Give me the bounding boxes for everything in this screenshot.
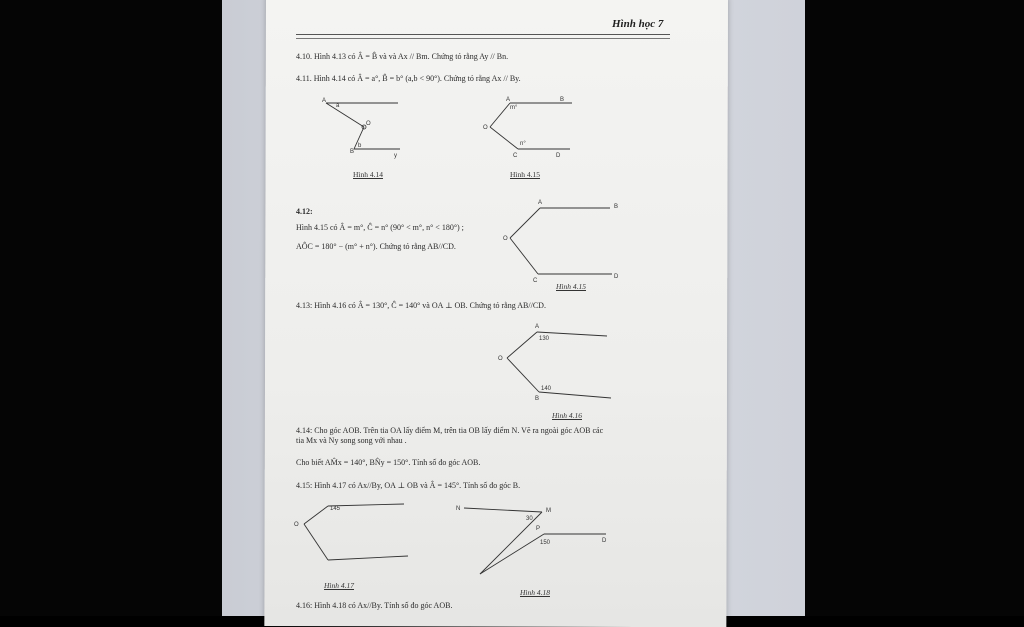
fig416-label-B: B xyxy=(535,396,540,402)
fig418-label-D: D xyxy=(602,538,607,544)
problem-4-16: 4.16: Hình 4.18 có Ax//By. Tính số đo góc AOB. xyxy=(296,601,453,610)
fig415s-label-n: n° xyxy=(520,141,526,147)
caption-fig-4-14: Hình 4.14 xyxy=(353,170,383,179)
fig414-label-y: y xyxy=(394,153,397,159)
fig414-label-a: a xyxy=(336,103,340,109)
problem-4-12-title: 4.12: xyxy=(296,207,313,216)
caption-fig-4-17: Hình 4.17 xyxy=(324,581,354,590)
fig418-label-P: P xyxy=(536,526,541,532)
fig416-label-140: 140 xyxy=(541,386,552,392)
caption-fig-4-18: Hình 4.18 xyxy=(520,588,550,597)
figure-4-15-small xyxy=(480,95,580,165)
fig415s-label-C: C xyxy=(513,153,518,159)
right-bezel xyxy=(805,0,1024,616)
left-bezel xyxy=(0,0,222,616)
figure-4-18 xyxy=(452,500,612,580)
problem-4-14-line2: tia Mx và Ny song song với nhau . xyxy=(296,436,407,445)
problem-4-14-line3: Cho biết AM̂x = 140°, BN̂y = 150°. Tính số đo góc AOB. xyxy=(296,458,481,467)
fig416-label-130: 130 xyxy=(539,336,550,342)
fig414-label-b: b xyxy=(358,143,362,149)
caption-fig-4-15-b: Hình 4.15 xyxy=(556,282,586,291)
figure-4-14 xyxy=(320,95,410,165)
fig418-label-30: 30 xyxy=(526,516,533,522)
fig415s-label-O: O xyxy=(483,125,488,131)
figure-4-16 xyxy=(495,318,620,408)
caption-fig-4-15-a: Hình 4.15 xyxy=(510,170,540,179)
fig415s-label-A: A xyxy=(506,97,511,103)
problem-4-13: 4.13: Hình 4.16 có Â = 130°, Ĉ = 140° và OA ⊥ OB. Chứng tỏ rằng AB//CD. xyxy=(296,301,546,310)
fig415l-label-D: D xyxy=(614,274,619,280)
fig416-label-A: A xyxy=(535,324,540,330)
problem-4-12-line1: Hình 4.15 có Â = m°, Ĉ = n° (90° < m°, n° < 180°) ; xyxy=(296,223,464,232)
fig415s-label-m: m° xyxy=(510,105,518,111)
problem-4-14-line1: 4.14: Cho góc AOB. Trên tia OA lấy điểm M, trên tia OB lấy điểm N. Vẽ ra ngoài góc AOB các xyxy=(296,426,604,435)
fig414-label-A: A xyxy=(322,98,327,104)
page-header-title: Hình học 7 xyxy=(612,18,664,30)
fig415l-label-B: B xyxy=(614,204,619,210)
problem-4-11: 4.11. Hình 4.14 có Â = a°, B̂ = b° (a,b < 90°). Chứng tỏ rằng Ax // By. xyxy=(296,74,521,83)
fig414-label-B: B xyxy=(350,149,355,155)
fig418-label-150: 150 xyxy=(540,540,551,546)
fig415l-label-O: O xyxy=(503,236,508,242)
figure-4-17 xyxy=(292,498,422,573)
problem-4-12-line2: AÔC = 180° − (m° + n°). Chứng tỏ rằng AB//CD. xyxy=(296,242,456,251)
fig418-label-M: M xyxy=(546,508,551,514)
caption-fig-4-16: Hình 4.16 xyxy=(552,411,582,420)
problem-4-10: 4.10. Hình 4.13 có Â = B̂ và và Ax // Bm. Chứng tỏ rằng Ay // Bn. xyxy=(296,52,509,61)
fig415l-label-C: C xyxy=(533,278,538,284)
fig418-label-N: N xyxy=(456,506,461,512)
header-divider xyxy=(296,34,670,39)
fig414-label-O: O xyxy=(366,121,371,127)
fig415s-label-D: D xyxy=(556,153,561,159)
fig416-label-O: O xyxy=(498,356,503,362)
fig417-label-145: 145 xyxy=(330,506,341,512)
fig415s-label-B: B xyxy=(560,97,565,103)
fig415l-label-A: A xyxy=(538,200,543,206)
problem-4-15: 4.15: Hình 4.17 có Ax//By, OA ⊥ OB và Â = 145°. Tính số đo góc B. xyxy=(296,481,521,490)
figure-4-15-large xyxy=(500,198,625,283)
fig417-label-O: O xyxy=(294,522,299,528)
